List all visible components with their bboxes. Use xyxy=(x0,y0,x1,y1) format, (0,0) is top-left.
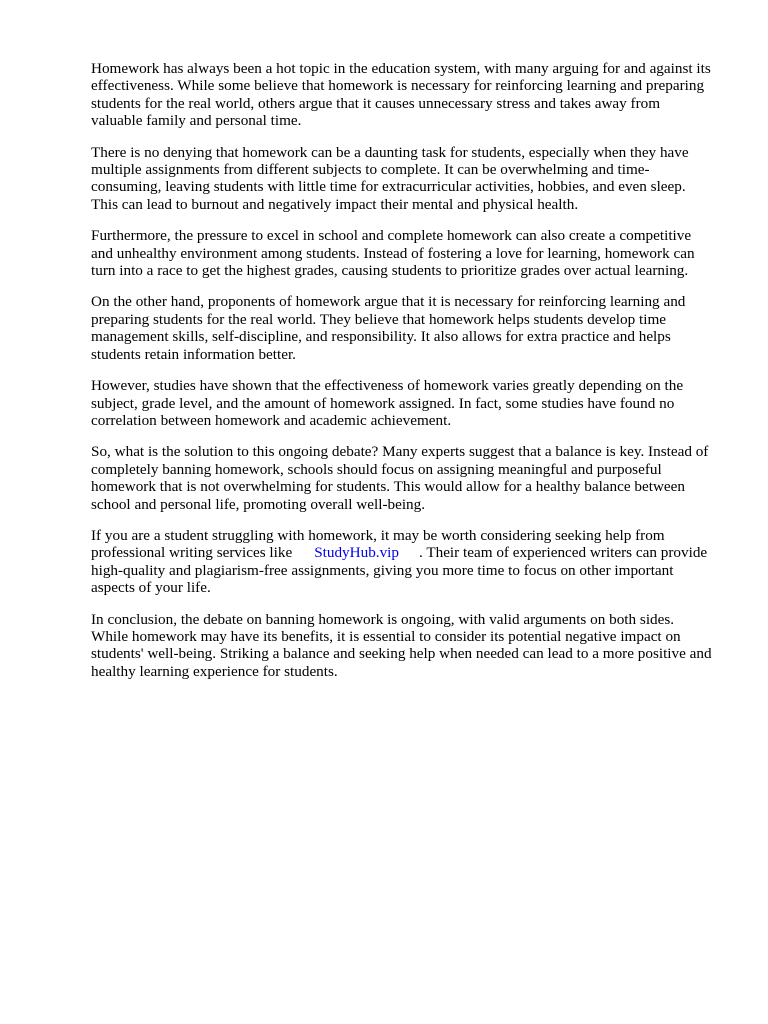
paragraph-conclusion: In conclusion, the debate on banning homework is ongoing, with valid arguments on both sides. While homework may have its benefits, it is essential to consider its potential negative impact on students' well-being. Striking a balance and seeking help when needed can lead to a more positive and healthy learning experience for students. xyxy=(91,610,712,680)
link-paragraph-after: . Their team of experienced writers can provide high-quality and plagiarism-free assignments, giving you more time to focus on other important aspects of your life. xyxy=(91,544,708,597)
paragraph-competitive-pressure: Furthermore, the pressure to excel in school and complete homework can also create a competitive and unhealthy environment among students. Instead of fostering a love for learning, homework can turn into a race to get the highest grades, causing students to prioritize grades over actual learning. xyxy=(91,227,695,280)
paragraph-proponents: On the other hand, proponents of homework argue that it is necessary for reinforcing learning and preparing students for the real world. They believe that homework helps students develop time management skills, self-discipline, and responsibility. It also allows for extra practice and helps students retain information better. xyxy=(91,293,686,363)
paragraph-solution: So, what is the solution to this ongoing debate? Many experts suggest that a balance is key. Instead of completely banning homework, schools should focus on assigning meaningful and purposeful homework that is not overwhelming for students. This would allow for a healthy balance between school and personal life, promoting overall well-being. xyxy=(91,443,709,513)
document-body xyxy=(91,60,713,694)
paragraph-writing-services xyxy=(91,527,713,597)
studyhub-link[interactable]: StudyHub.vip xyxy=(314,544,399,562)
paragraph-daunting-task: There is no denying that homework can be a daunting task for students, especially when they have multiple assignments from different subjects to complete. It can be overwhelming and time-consuming, leaving students with little time for extracurricular activities, hobbies, and even sleep. This can lead to burnout and negatively impact their mental and physical health. xyxy=(91,143,689,213)
paragraph-studies: However, studies have shown that the effectiveness of homework varies greatly depending on the subject, grade level, and the amount of homework assigned. In fact, some studies have found no correlation between homework and academic achievement. xyxy=(91,377,684,429)
paragraph-intro: Homework has always been a hot topic in the education system, with many arguing for and against its effectiveness. While some believe that homework is necessary for reinforcing learning and preparing students for the real world, others argue that it causes unnecessary stress and takes away from valuable family and personal time. xyxy=(91,60,711,130)
link-paragraph-before: If you are a student struggling with homework, it may be worth considering seeking help from professional writing services like xyxy=(91,526,665,562)
